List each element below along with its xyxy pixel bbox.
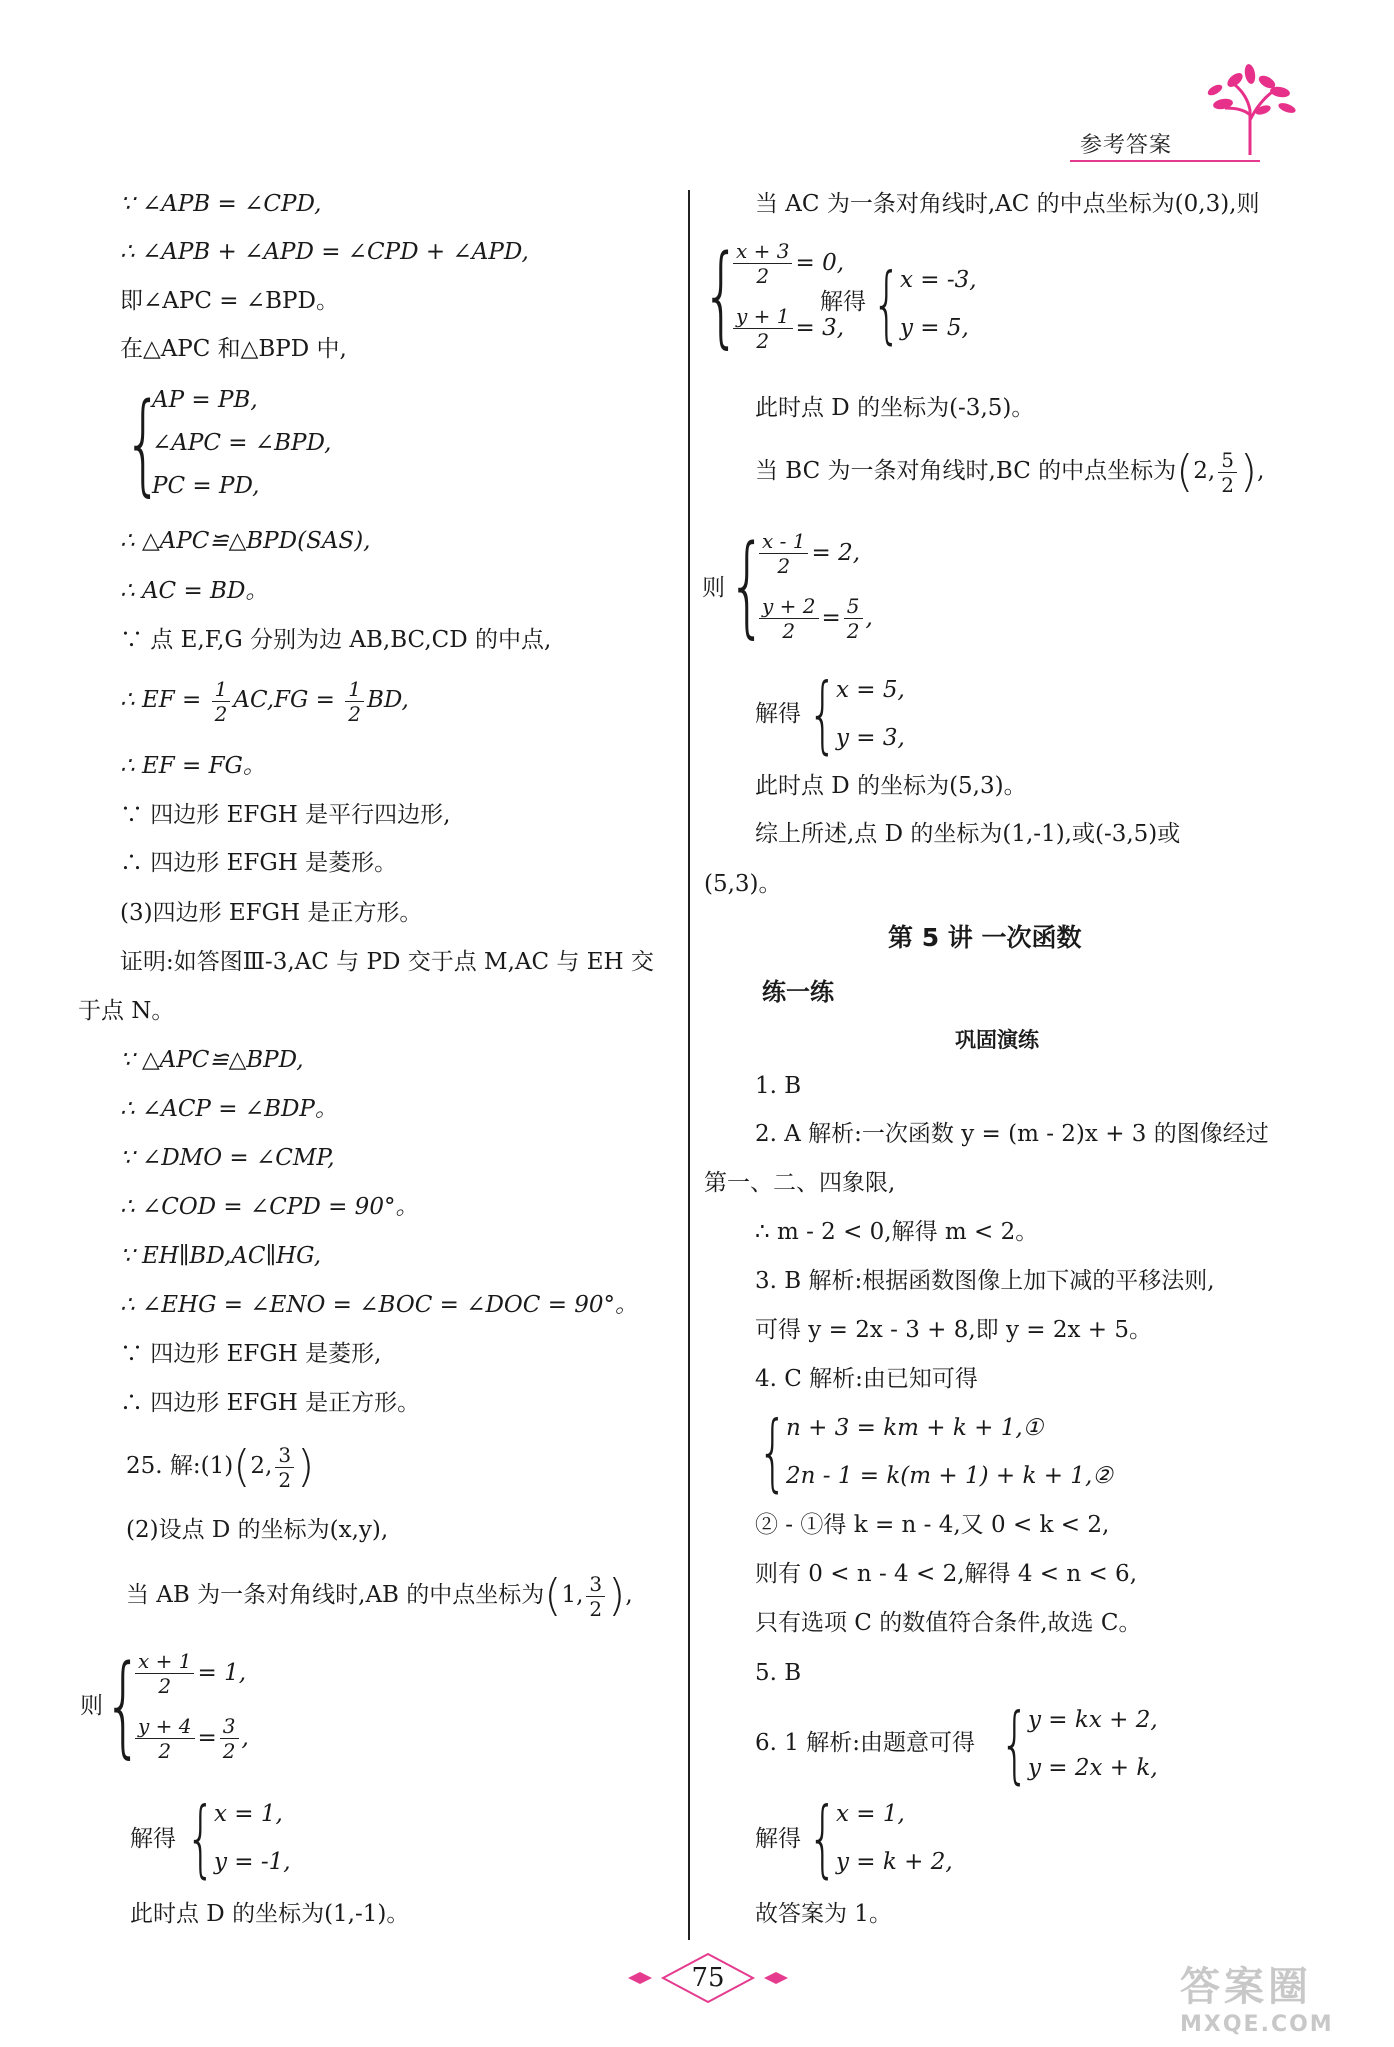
denominator: 2 xyxy=(777,554,791,578)
fraction xyxy=(345,677,364,726)
text-line: 解得 xyxy=(755,701,801,727)
text-fragment: , xyxy=(1257,458,1265,484)
system-row xyxy=(132,1708,249,1768)
equation-system xyxy=(872,256,977,352)
numerator: y + 4 xyxy=(135,1714,195,1739)
system-row: n + 3 = km + k + 1,① xyxy=(786,1415,1044,1441)
system-row xyxy=(132,1643,249,1703)
system-row xyxy=(730,233,844,293)
numerator: x + 1 xyxy=(135,1649,194,1674)
paren-icon: ) xyxy=(1239,446,1258,497)
brace-icon: { xyxy=(728,521,767,649)
system-row: AP = PB, xyxy=(152,386,258,413)
brace-icon: { xyxy=(808,665,838,763)
text-line: 当 AB 为一条对角线时,AB 的中点坐标为(1, $\frac{3}{2}$ ), xyxy=(126,1570,633,1621)
text-line: (3)四边形 EFGH 是正方形。 xyxy=(120,900,423,926)
equation-system xyxy=(186,1790,291,1886)
text-line: 只有选项 C 的数值符合条件,故选 C。 xyxy=(755,1610,1142,1636)
text-line: ∵ ∠DMO = ∠CMP, xyxy=(120,1145,335,1171)
equation-system xyxy=(758,1404,1113,1500)
equation-system xyxy=(808,1790,953,1886)
text-fragment: 当 BC 为一条对角线时,BC 的中点坐标为 xyxy=(755,458,1177,484)
text-fragment: BD, xyxy=(367,687,409,713)
page-number: 75 xyxy=(691,1963,725,1993)
text-line: 此时点 D 的坐标为(-3,5)。 xyxy=(755,395,1035,421)
denominator: 2 xyxy=(214,701,228,726)
fraction xyxy=(1218,448,1237,497)
numerator: x + 3 xyxy=(733,239,792,264)
text-line: ∴ ∠APB + ∠APD = ∠CPD + ∠APD, xyxy=(120,239,529,265)
text-line: 则 xyxy=(80,1693,103,1719)
system-row: y = 5, xyxy=(900,315,969,341)
system-row xyxy=(756,523,873,583)
numerator: 5 xyxy=(1218,448,1237,473)
text-line: ∵ 四边形 EFGH 是菱形, xyxy=(120,1341,382,1367)
header-tree-logo xyxy=(1195,60,1305,160)
numerator: 3 xyxy=(275,1443,294,1468)
text-line: ∴ EF = FG。 xyxy=(120,753,266,779)
section-title: 第 5 讲 一次函数 xyxy=(888,923,1082,952)
system-row: x = -3, xyxy=(900,267,977,293)
fraction-line xyxy=(120,672,409,728)
denominator: 2 xyxy=(782,619,796,643)
fraction xyxy=(733,239,792,288)
system-row: y = kx + 2, xyxy=(1028,1707,1158,1733)
text-line: ∴ 四边形 EFGH 是菱形。 xyxy=(120,850,398,876)
text-fragment: 2, xyxy=(250,1453,273,1479)
answer-25-line xyxy=(126,1438,314,1495)
text-fragment: AC,FG = xyxy=(233,687,343,713)
brace-icon: { xyxy=(758,1403,788,1501)
numerator: x - 1 xyxy=(759,529,808,554)
system-row: ∠APC = ∠BPD, xyxy=(152,429,332,456)
text-line: ∴ 四边形 EFGH 是正方形。 xyxy=(120,1390,421,1416)
text-line: ∵ 点 E,F,G 分别为边 AB,BC,CD 的中点, xyxy=(120,627,552,653)
text-line: ∴ ∠EHG = ∠ENO = ∠BOC = ∠DOC = 90°。 xyxy=(120,1292,639,1318)
text-fragment: ∴ EF = xyxy=(120,687,209,713)
text-fragment: 25. 解:(1) xyxy=(126,1453,234,1479)
text-fragment: 2, xyxy=(1193,458,1216,484)
denominator: 2 xyxy=(589,1596,603,1621)
numerator: 1 xyxy=(212,677,231,702)
text-line: 于点 N。 xyxy=(78,998,175,1024)
fraction xyxy=(759,594,819,643)
text-line: 2. A 解析:一次函数 y = (m - 2)x + 3 的图像经过 xyxy=(755,1121,1269,1147)
text-line: ∵ △APC≌△BPD, xyxy=(120,1047,304,1073)
fraction xyxy=(135,1649,194,1698)
text-fragment: = 3, xyxy=(795,314,845,341)
text-line: 此时点 D 的坐标为(1,-1)。 xyxy=(130,1901,410,1927)
text-line: 解得 xyxy=(130,1826,176,1852)
denominator: 2 xyxy=(756,264,770,288)
text-fragment: , xyxy=(865,604,873,631)
system-row: 2n - 1 = k(m + 1) + k + 1,② xyxy=(786,1463,1113,1489)
system-row xyxy=(756,588,873,648)
text-line: 解得 xyxy=(755,1826,801,1852)
brace-icon: { xyxy=(808,1789,838,1887)
system-row: x = 5, xyxy=(836,677,905,703)
text-line: 1. B xyxy=(755,1073,802,1099)
denominator: 2 xyxy=(348,701,361,726)
text-line: ② - ①得 k = n - 4,又 0 < k < 2, xyxy=(755,1512,1110,1538)
tree-icon xyxy=(1195,60,1305,160)
numerator: 1 xyxy=(345,677,364,702)
text-line: ∴ ∠COD = ∠CPD = 90°。 xyxy=(120,1194,419,1220)
equation-system xyxy=(808,666,905,762)
text-line: ∴ △APC≌△BPD(SAS), xyxy=(120,528,371,554)
text-line: 4. C 解析:由已知可得 xyxy=(755,1366,978,1392)
text-line: ∵ 四边形 EFGH 是平行四边形, xyxy=(120,802,451,828)
text-line: 故答案为 1。 xyxy=(755,1901,892,1927)
numerator: 3 xyxy=(220,1714,239,1739)
paren-icon: ) xyxy=(608,1570,626,1621)
system-row: y = 3, xyxy=(836,725,905,751)
equation-system xyxy=(1000,1696,1158,1792)
denominator: 2 xyxy=(1221,472,1234,497)
text-line: 3. B 解析:根据函数图像上加下减的平移法则, xyxy=(755,1268,1215,1294)
fraction xyxy=(733,304,793,353)
text-fragment: = 1, xyxy=(197,1659,247,1686)
equation-system xyxy=(124,378,331,508)
denominator: 2 xyxy=(278,1467,292,1492)
system-row: x = 1, xyxy=(214,1801,283,1827)
paren-icon: ( xyxy=(544,1570,562,1621)
denominator: 2 xyxy=(158,1674,172,1698)
paren-icon: ( xyxy=(233,1441,251,1492)
text-line: ∴ m - 2 < 0,解得 m < 2。 xyxy=(755,1219,1039,1245)
fraction xyxy=(844,594,863,643)
numerator: y + 1 xyxy=(733,304,793,329)
numerator: 5 xyxy=(844,594,863,619)
text-line: 5. B xyxy=(755,1660,802,1686)
text-line: ∴ ∠ACP = ∠BDP。 xyxy=(120,1096,338,1122)
text-line: 第一、二、四象限, xyxy=(704,1170,896,1196)
system-row: y = 2x + k, xyxy=(1028,1755,1158,1781)
text-line: ∴ AC = BD。 xyxy=(120,578,269,604)
text-line: 6. 1 解析:由题意可得 xyxy=(755,1730,975,1756)
brace-icon: { xyxy=(702,231,741,359)
text-line: 证明:如答图Ⅲ-3,AC 与 PD 交于点 M,AC 与 EH 交 xyxy=(120,949,654,975)
numerator: 3 xyxy=(586,1572,605,1597)
text-line: 综上所述,点 D 的坐标为(1,-1),或(-3,5)或 xyxy=(755,821,1181,847)
denominator: 2 xyxy=(846,619,860,643)
text-fragment: , xyxy=(241,1724,249,1751)
text-line: 即∠APC = ∠BPD。 xyxy=(120,288,339,314)
denominator: 2 xyxy=(222,1739,236,1763)
text-fragment: 1, xyxy=(561,1582,584,1608)
text-fragment: 当 AB 为一条对角线时,AB 的中点坐标为 xyxy=(126,1582,545,1608)
brace-icon: { xyxy=(124,379,163,507)
text-line xyxy=(755,443,1264,500)
text-line: 则有 0 < n - 4 < 2,解得 4 < n < 6, xyxy=(755,1561,1138,1587)
fraction xyxy=(220,1714,239,1763)
text-fragment: = xyxy=(197,1724,217,1751)
text-line: (5,3)。 xyxy=(704,871,782,897)
equation-system xyxy=(728,520,873,650)
text-line: (2)设点 D 的坐标为(x,y), xyxy=(126,1517,389,1543)
brace-icon: { xyxy=(872,255,902,353)
watermark-logo: 答案圈 xyxy=(1180,1964,1312,2010)
brace-icon: { xyxy=(1000,1695,1030,1793)
text-line: 在△APC 和△BPD 中, xyxy=(120,336,347,362)
watermark xyxy=(1180,1955,1334,2037)
fraction xyxy=(212,677,231,726)
denominator: 2 xyxy=(756,329,770,353)
system-row: y = k + 2, xyxy=(836,1849,953,1875)
text-line: 可得 y = 2x - 3 + 8,即 y = 2x + 5。 xyxy=(755,1317,1152,1343)
text-fragment: = xyxy=(821,604,841,631)
fraction xyxy=(586,1572,605,1621)
brace-icon: { xyxy=(186,1789,216,1887)
text-fragment: = 2, xyxy=(811,539,861,566)
system-row: PC = PD, xyxy=(152,473,260,500)
text-line: 则 xyxy=(702,575,725,601)
text-line: ∵ EH∥BD,AC∥HG, xyxy=(120,1243,322,1269)
system-row: x = 1, xyxy=(836,1801,905,1827)
text-fragment: = 0, xyxy=(795,249,845,276)
fraction xyxy=(275,1443,294,1492)
denominator: 2 xyxy=(158,1739,172,1763)
paren-icon: ) xyxy=(297,1441,315,1492)
fraction xyxy=(135,1714,195,1763)
subsection-title: 练一练 xyxy=(762,978,834,1006)
equation-system xyxy=(104,1640,249,1770)
paren-icon: ( xyxy=(1176,446,1194,497)
text-line: 当 AC 为一条对角线时,AC 的中点坐标为(0,3),则 xyxy=(755,191,1260,217)
text-line: 解得 xyxy=(820,289,866,315)
text-line: 此时点 D 的坐标为(5,3)。 xyxy=(755,773,1027,799)
numerator: y + 2 xyxy=(759,594,819,619)
header-underline xyxy=(1070,160,1260,162)
exercise-heading: 巩固演练 xyxy=(955,1028,1039,1052)
text-line: ∵ ∠APB = ∠CPD, xyxy=(120,191,322,217)
column-divider xyxy=(688,190,690,1940)
watermark-url: MXQE.COM xyxy=(1180,2012,1334,2037)
brace-icon: { xyxy=(104,1641,143,1769)
header-title: 参考答案 xyxy=(1080,133,1173,158)
system-row: y = -1, xyxy=(214,1849,291,1875)
